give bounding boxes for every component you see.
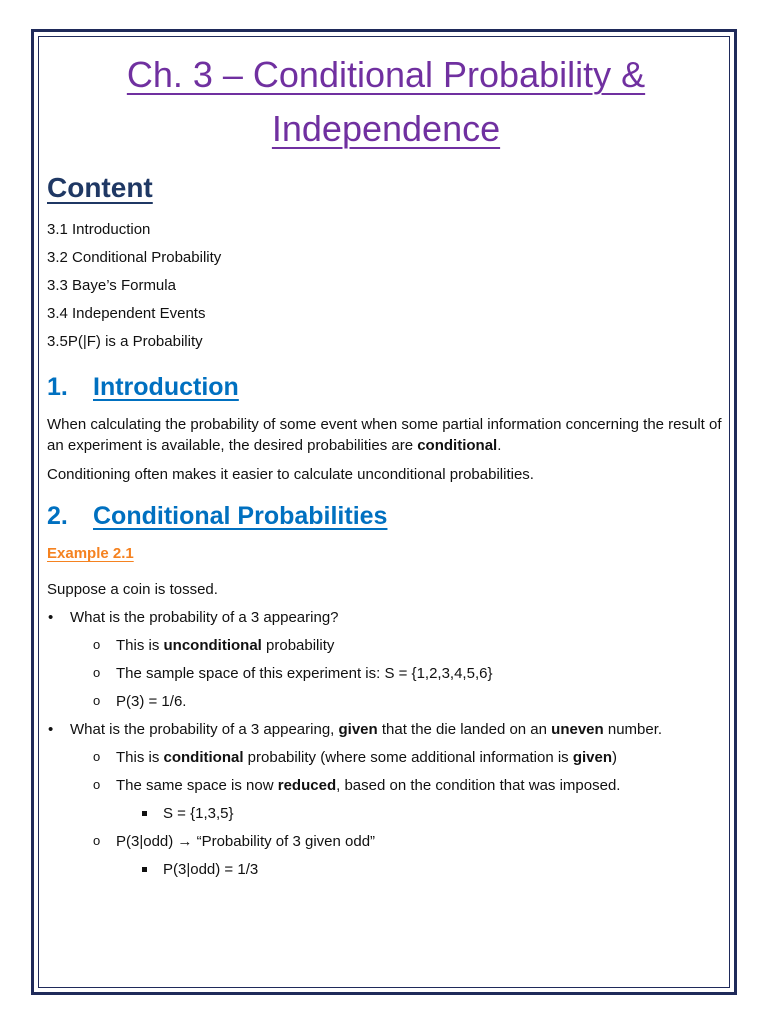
bold-text: uneven bbox=[551, 721, 604, 738]
bold-text: given bbox=[338, 721, 378, 738]
text-run: When calculating the probability of some event when some partial information concerning the result of an experiment is available, the desired probabilities are bbox=[47, 416, 722, 454]
document-title bbox=[47, 48, 725, 156]
section-title: Introduction bbox=[93, 373, 239, 401]
text-run: probability bbox=[261, 637, 335, 654]
bullet-item: • What is the probability of a 3 appearing? bbox=[47, 604, 725, 632]
text-run: The same space is now bbox=[116, 777, 278, 794]
bold-text: given bbox=[572, 749, 613, 766]
toc-item: 3.5P(|F) is a Probability bbox=[47, 333, 203, 350]
text-run: , based on the condition that was imposed. bbox=[336, 777, 621, 794]
text-run: What is the probability of a 3 appearing, bbox=[70, 721, 339, 738]
sub-sub-bullet-item: P(3|odd) = 1/3 bbox=[47, 856, 725, 884]
toc-item: 3.3 Baye’s Formula bbox=[47, 277, 176, 294]
intro-paragraph-1 bbox=[47, 414, 725, 456]
text-run: This is bbox=[116, 749, 164, 766]
text-run: probability (where some additional information is bbox=[243, 749, 573, 766]
sub-bullet-item bbox=[47, 744, 725, 772]
text-run: ) bbox=[612, 749, 618, 766]
toc-item: 3.2 Conditional Probability bbox=[47, 249, 222, 266]
sub-bullet-item bbox=[47, 632, 725, 660]
content-heading: Content bbox=[47, 172, 153, 203]
section-number: 1. bbox=[47, 373, 68, 401]
text-run: number. bbox=[603, 721, 663, 738]
title-line-2: Independence bbox=[271, 108, 501, 149]
sub-bullet-item bbox=[47, 772, 725, 800]
text-run: . bbox=[497, 437, 502, 454]
sub-bullet-item: o P(3) = 1/6. bbox=[47, 688, 725, 716]
sub-bullet-item: o The sample space of this experiment is: S = {1,2,3,4,5,6} bbox=[47, 660, 725, 688]
section-heading-conditional-probabilities bbox=[47, 499, 725, 533]
text-run: This is bbox=[116, 637, 164, 654]
intro-paragraph-2: Conditioning often makes it easier to calculate unconditional probabilities. bbox=[47, 466, 534, 483]
example-intro: Suppose a coin is tossed. bbox=[47, 581, 218, 598]
text-run: that the die landed on an bbox=[377, 721, 552, 738]
bold-text: reduced bbox=[277, 777, 337, 794]
sub-bullet-item: o P(3|odd) → “Probability of 3 given odd” bbox=[47, 828, 725, 856]
bold-text: conditional bbox=[417, 437, 498, 454]
sub-sub-bullet-item: S = {1,3,5} bbox=[47, 800, 725, 828]
document-page bbox=[47, 48, 725, 884]
section-number: 2. bbox=[47, 502, 68, 530]
bold-text: conditional bbox=[163, 749, 244, 766]
section-title: Conditional Probabilities bbox=[93, 502, 388, 530]
title-line-1: Ch. 3 – Conditional Probability & bbox=[126, 54, 646, 95]
bold-text: unconditional bbox=[163, 637, 262, 654]
toc-item: 3.1 Introduction bbox=[47, 221, 151, 238]
example-label: Example 2.1 bbox=[47, 545, 134, 562]
section-heading-introduction bbox=[47, 370, 725, 404]
toc-item: 3.4 Independent Events bbox=[47, 305, 206, 322]
table-of-contents bbox=[47, 216, 725, 356]
bullet-item bbox=[47, 716, 725, 744]
